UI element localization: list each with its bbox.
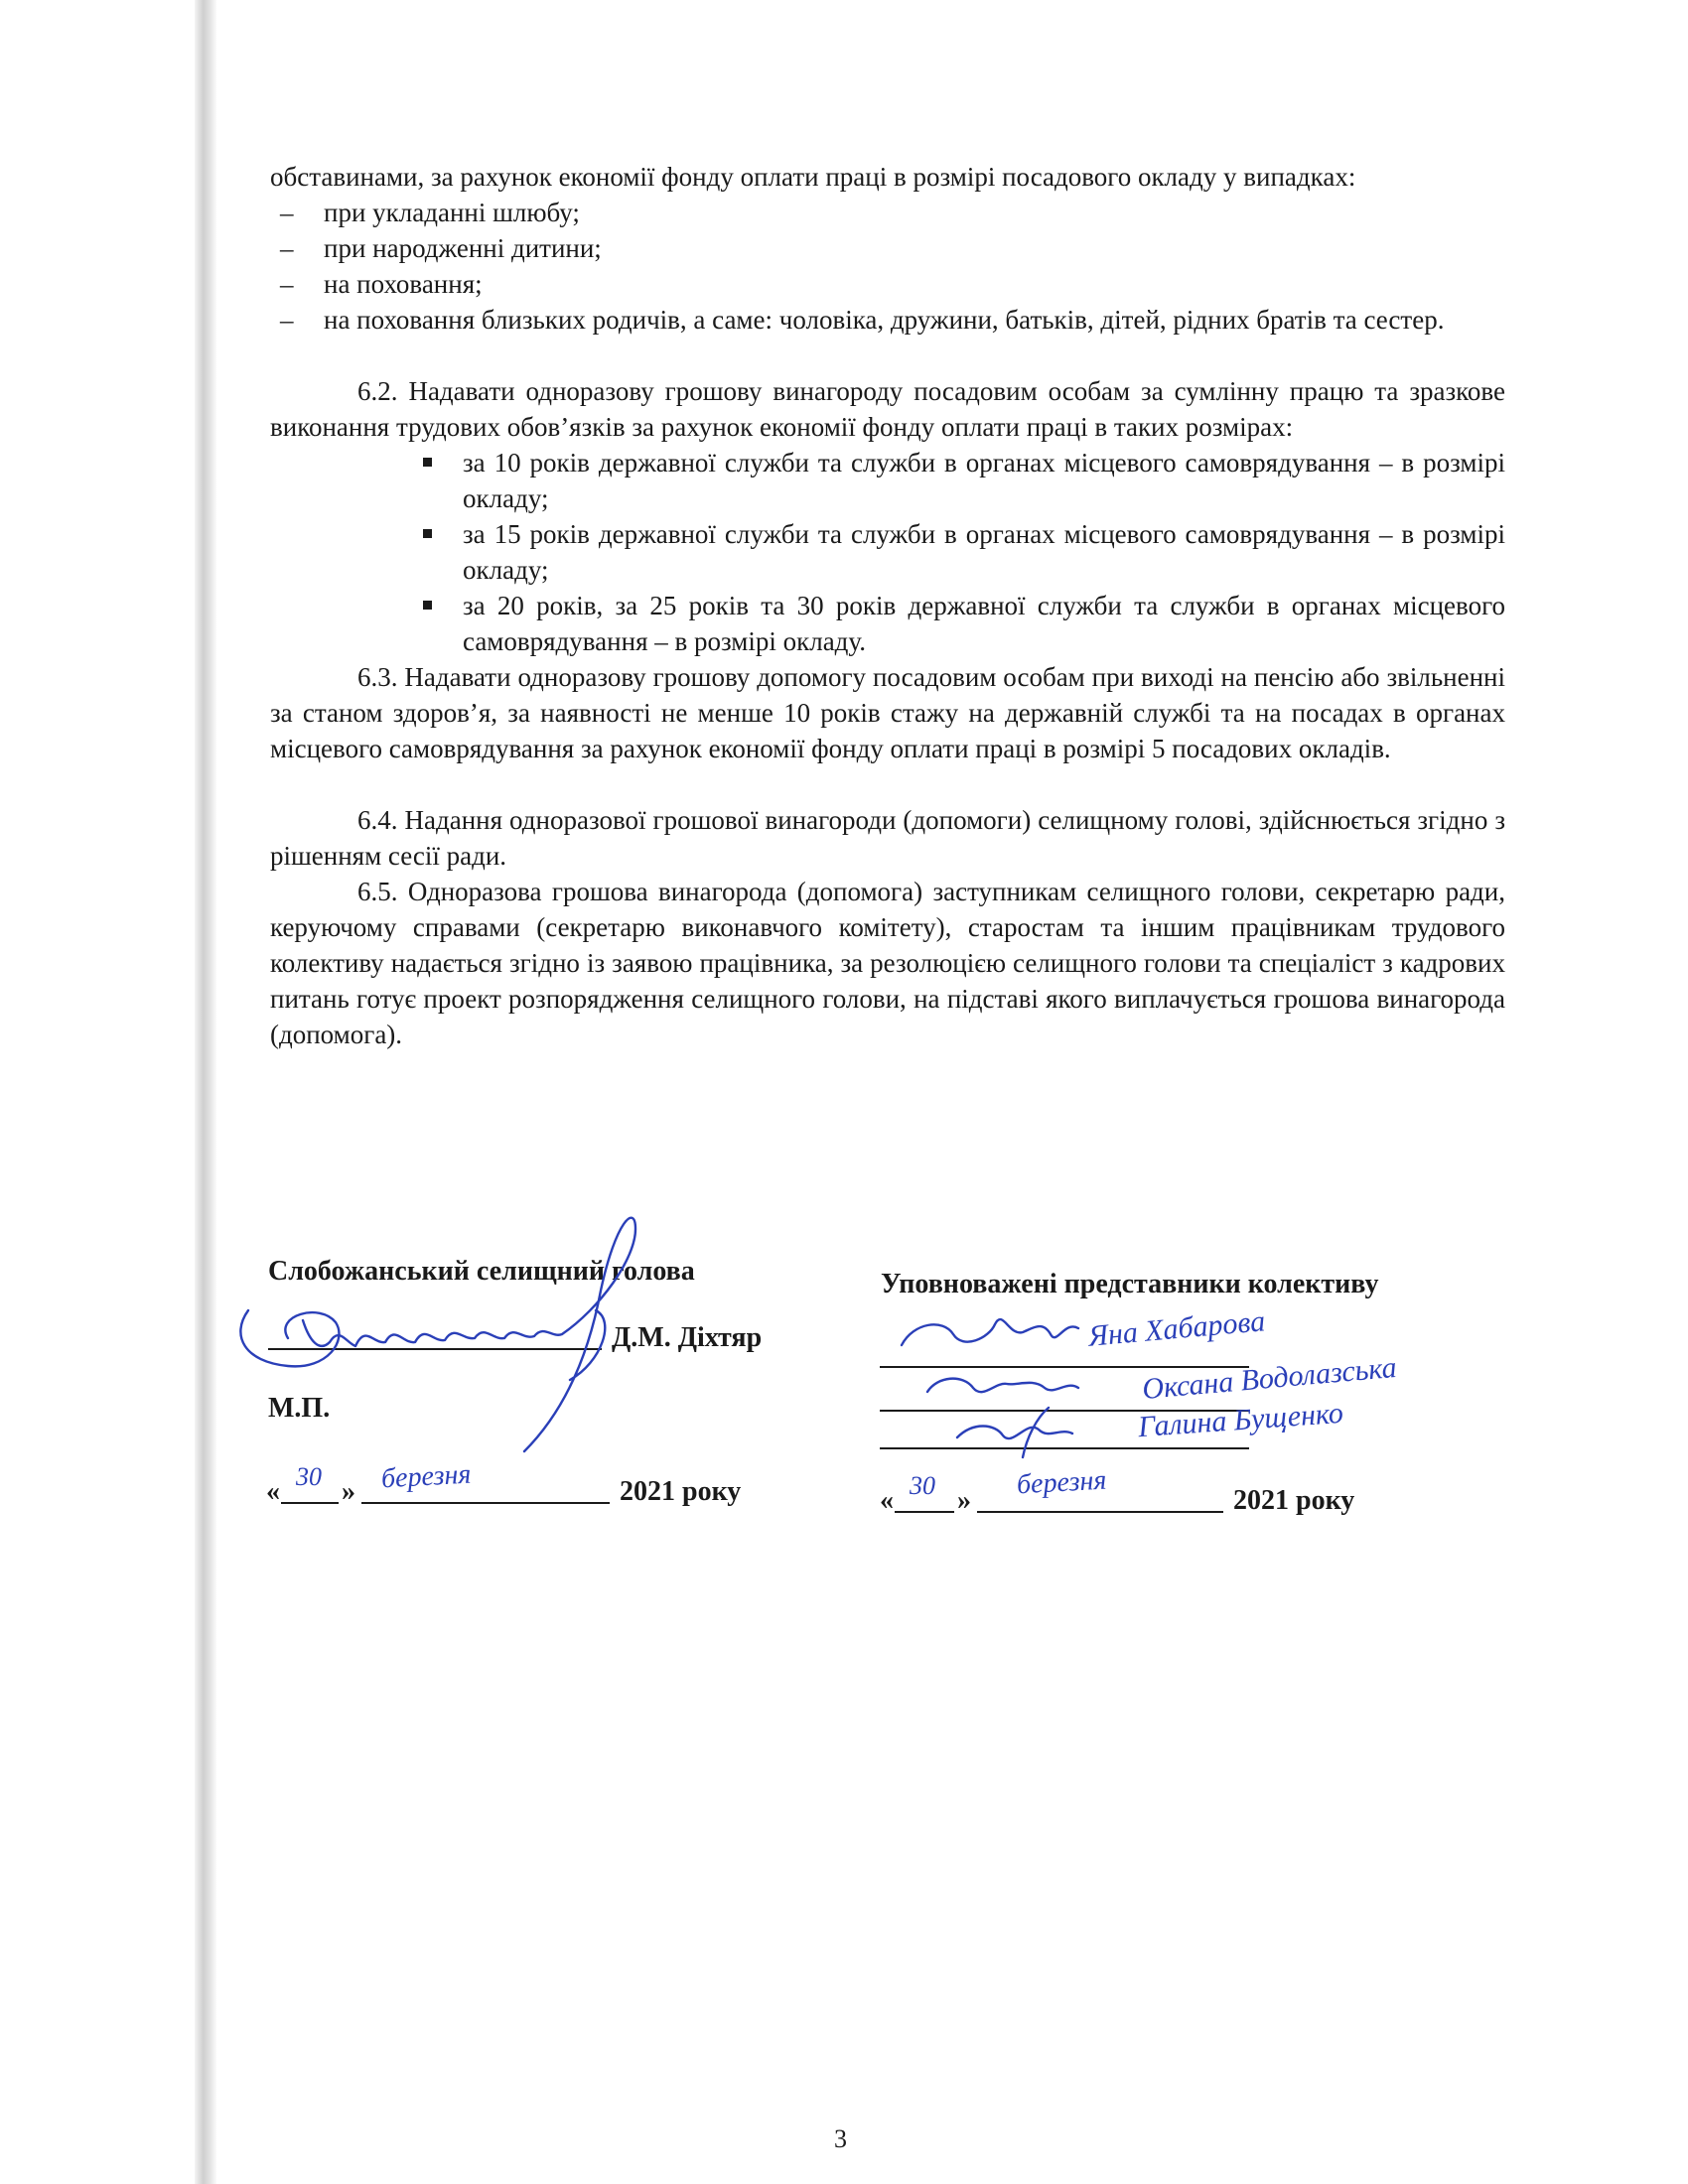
dash-item-1 <box>280 195 1505 230</box>
left-signature-line <box>268 1348 602 1350</box>
right-signer-title: Уповноважені представники колективу <box>881 1269 1379 1299</box>
paragraph-6-2: 6.2. Надавати одноразову грошову винагороду посадовим особам за сумлінну працю та зразкове виконання трудових обов’язків за рахунок економії фонду оплати праці в таких розмірах: <box>270 376 1505 442</box>
right-date-month: березня <box>1016 1464 1108 1501</box>
bullet-item-1 <box>463 445 1505 516</box>
dash-item-text: при укладанні шлюбу; <box>324 198 580 227</box>
right-date-close-quote: » <box>957 1485 971 1516</box>
signer-3-mark <box>957 1408 1072 1457</box>
left-date-open-quote: « <box>266 1476 280 1507</box>
left-date-close-quote: » <box>342 1476 355 1507</box>
intro-line: обставинами, за рахунок економії фонду оплати праці в розмірі посадового окладу у випадках: <box>270 162 1356 192</box>
dash-item-4 <box>280 302 1505 338</box>
left-signer-title: Слобожанський селищний голова <box>268 1256 695 1287</box>
right-date-month-line <box>977 1511 1223 1513</box>
right-signer-1: Яна Хабарова <box>1086 1304 1267 1353</box>
dash-item-2 <box>280 230 1505 266</box>
right-signature-line-3 <box>880 1447 1249 1449</box>
bullet-item-text: за 10 років державної служби та служби в органах місцевого самоврядування – в розмірі окладу; <box>463 448 1505 513</box>
square-bullet-icon <box>423 601 432 610</box>
left-date-day: 30 <box>296 1462 322 1491</box>
paragraph-6-4: 6.4. Надання одноразової грошової винагороди (допомоги) селищному голові, здійснюється згідно з рішенням сесії ради. <box>270 805 1505 871</box>
right-date-day: 30 <box>910 1471 935 1500</box>
paragraph-6-3: 6.3. Надавати одноразову грошову допомогу посадовим особам при виході на пенсію або звільненні за станом здоров’я, за наявності не менше 10 років стажу на державній службі та на посадах в органах місцевого самоврядування за рахунок економії фонду оплати праці в розмірі 5 посадових окладів. <box>270 662 1505 763</box>
dash-bullet: – <box>280 269 294 299</box>
dash-item-3 <box>280 266 1505 302</box>
dash-bullet: – <box>280 305 294 335</box>
dash-bullet: – <box>280 198 294 227</box>
dash-item-text: на поховання близьких родичів, а саме: чоловіка, дружини, батьків, дітей, рідних братів та сестер. <box>324 305 1445 335</box>
bullet-item-2 <box>463 516 1505 588</box>
square-bullet-icon <box>423 529 432 538</box>
bullet-item-3 <box>463 588 1505 659</box>
bullet-item-text: за 20 років, за 25 років та 30 років державної служби та служби в органах місцевого самоврядування – в розмірі окладу. <box>463 591 1505 656</box>
page-number: 3 <box>834 2124 847 2153</box>
square-bullet-icon <box>423 458 432 467</box>
dash-bullet: – <box>280 233 294 263</box>
left-date-month-line <box>361 1502 610 1504</box>
right-date-year: 2021 року <box>1233 1485 1355 1516</box>
dash-item-text: при народженні дитини; <box>324 233 602 263</box>
right-signer-3: Галина Бущенко <box>1137 1396 1344 1444</box>
paragraph-6-5: 6.5. Одноразова грошова винагорода (допомога) заступникам селищного голови, секретарю ради, керуючому справами (секретарю виконавчого комітету), старостам та іншим працівникам трудового колективу надається згідно із заявою працівника, за резолюцією селищного голови та спеціаліст з кадрових питань готує проект розпорядження селищного голови, на підставі якого виплачується грошова винагорода (допомога). <box>270 877 1505 1049</box>
left-date-month: березня <box>380 1458 473 1495</box>
right-date-day-line <box>895 1511 954 1513</box>
right-signer-2: Оксана Водолазська <box>1141 1350 1398 1407</box>
bullet-item-text: за 15 років державної служби та служби в органах місцевого самоврядування – в розмірі окладу; <box>463 519 1505 585</box>
left-signer-name: Д.М. Діхтяр <box>612 1322 763 1353</box>
left-date-year: 2021 року <box>620 1476 742 1507</box>
signer-1-mark <box>902 1319 1078 1345</box>
left-date-day-line <box>281 1502 339 1504</box>
stamp-label: М.П. <box>268 1393 331 1424</box>
dash-item-text: на поховання; <box>324 269 483 299</box>
signer-2-mark <box>927 1379 1078 1393</box>
right-date-open-quote: « <box>880 1485 894 1516</box>
